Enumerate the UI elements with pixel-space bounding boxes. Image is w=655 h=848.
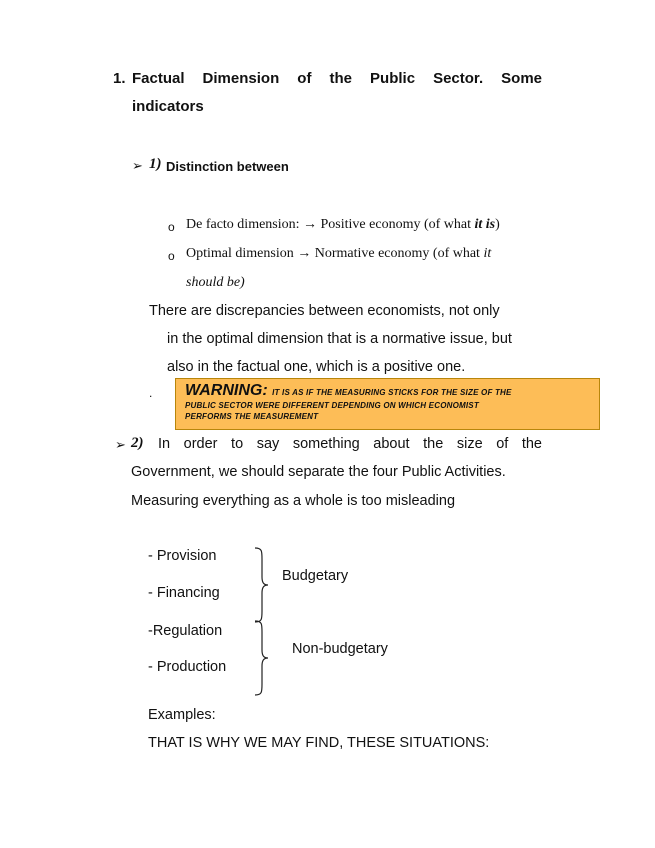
section2-line1: In order to say something about the size of the xyxy=(158,436,542,452)
discrepancy-paragraph-line1: There are discrepancies between economists, not only xyxy=(149,303,500,319)
warning-text-line2: PUBLIC SECTOR WERE DIFFERENT DEPENDING ON WHICH ECONOMIST xyxy=(185,401,479,410)
section1-number: 1) xyxy=(149,156,162,172)
section2-line3: Measuring everything as a whole is too misleading xyxy=(131,493,456,509)
warning-line1 xyxy=(185,383,591,399)
heading-title-line2: indicators xyxy=(132,98,204,115)
section2-line2: Government, we should separate the four Public Activities. xyxy=(131,464,506,480)
activity-regulation: -Regulation xyxy=(148,623,223,639)
warning-box xyxy=(175,378,600,430)
bullet-de-facto-text: De facto dimension: → Positive economy (of what xyxy=(186,217,475,232)
section2-number: 2) xyxy=(131,435,144,451)
circle-bullet-icon: o xyxy=(168,220,175,234)
circle-bullet-icon: o xyxy=(168,249,175,263)
stray-dot: . xyxy=(149,386,153,400)
closing-line: THAT IS WHY WE MAY FIND, THESE SITUATIONS: xyxy=(148,735,490,751)
group-non-budgetary: Non-budgetary xyxy=(292,641,388,657)
arrow-bullet-icon: ➢ xyxy=(115,437,126,452)
warning-text-line1: IT IS AS IF THE MEASURING STICKS FOR THE SIZE OF THE xyxy=(272,388,512,397)
examples-label: Examples: xyxy=(148,707,216,723)
section1-title: Distinction between xyxy=(166,159,289,174)
bullet-de-facto-suffix: ) xyxy=(495,217,500,232)
bullet-optimal-text: Optimal dimension → Normative economy (of what xyxy=(186,246,484,261)
bullet-de-facto-emphasis: it is xyxy=(474,217,496,232)
budgetary-brace-icon xyxy=(252,545,274,625)
bullet-optimal-emphasis: it xyxy=(483,246,492,261)
warning-title: WARNING: xyxy=(185,382,268,399)
bullet-optimal-continuation: should be) xyxy=(186,275,245,290)
heading-number: 1. xyxy=(113,70,126,87)
activity-production: - Production xyxy=(148,659,227,675)
heading-title-line1: Factual Dimension of the Public Sector. Some xyxy=(132,70,542,87)
discrepancy-paragraph-line2: in the optimal dimension that is a normative issue, but xyxy=(167,331,512,347)
bullet-de-facto xyxy=(186,217,500,233)
warning-text-line3: PERFORMS THE MEASUREMENT xyxy=(185,412,319,421)
bullet-optimal xyxy=(186,246,491,262)
activity-provision: - Provision xyxy=(148,548,217,564)
activity-financing: - Financing xyxy=(148,585,220,601)
discrepancy-paragraph-line3: also in the factual one, which is a positive one. xyxy=(167,359,466,375)
non-budgetary-brace-icon xyxy=(252,618,274,698)
group-budgetary: Budgetary xyxy=(282,568,349,584)
arrow-bullet-icon: ➢ xyxy=(132,158,143,173)
